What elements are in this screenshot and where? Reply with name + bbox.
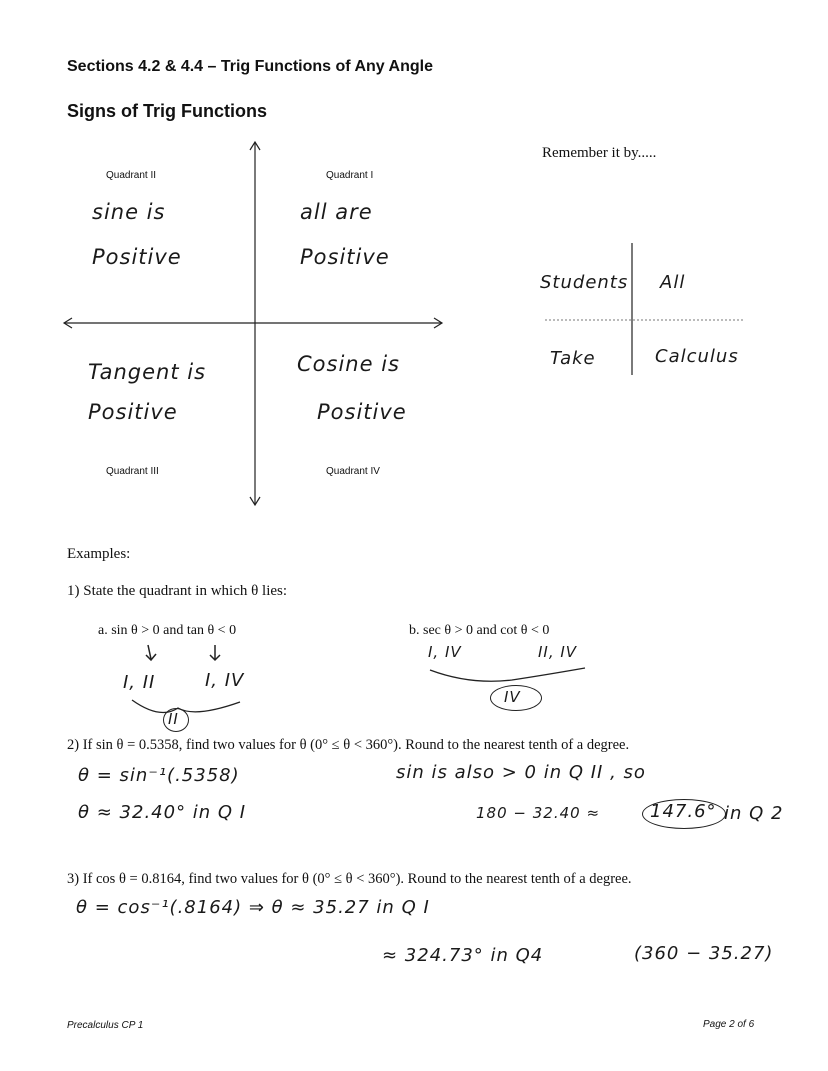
problem-3-prompt: 3) If cos θ = 0.8164, find two values for θ (0° ≤ θ < 360°). Round to the nearest tenth of a degree. (67, 871, 632, 887)
problem-3-work3: (360 − 35.27) (634, 943, 774, 964)
quadrant-ii-line1: sine is (92, 200, 166, 224)
quadrant-i-line1: all are (300, 200, 373, 224)
footer-page-number: Page 2 of 6 (703, 1019, 755, 1030)
problem-1a-left: I, II (123, 672, 156, 693)
problem-1b-right: II, IV (538, 643, 578, 661)
problem-2-work3: sin is also > 0 in Q II , so (396, 762, 646, 783)
problem-2-work2: θ ≈ 32.40° in Q I (78, 802, 247, 823)
quadrant-iv-line2: Positive (317, 400, 407, 424)
mnemonic-take: Take (550, 348, 596, 369)
quadrant-iii-line1: Tangent is (88, 360, 207, 384)
problem-2-answer: 147.6° (650, 801, 717, 822)
quadrant-ii-label: Quadrant II (106, 170, 157, 181)
quadrant-iii-label: Quadrant III (106, 466, 159, 477)
problem-2-prompt: 2) If sin θ = 0.5358, find two values for θ (0° ≤ θ < 360°). Round to the nearest tenth of a degree. (67, 737, 630, 753)
section-heading: Signs of Trig Functions (67, 101, 267, 121)
problem-3-work2: ≈ 324.73° in Q4 (382, 945, 544, 966)
quadrant-iv-line1: Cosine is (297, 352, 400, 376)
mnemonic-calculus: Calculus (655, 346, 739, 367)
examples-heading: Examples: (67, 546, 131, 562)
problem-1a-answer: II (168, 710, 179, 728)
mnemonic-students: Students (540, 272, 629, 293)
problem-1b-left: I, IV (428, 643, 462, 661)
page-title: Sections 4.2 & 4.4 – Trig Functions of Any Angle (67, 58, 433, 75)
problem-3-work1: θ = cos⁻¹(.8164) ⇒ θ ≈ 35.27 in Q I (76, 897, 430, 918)
mnemonic-all: All (660, 272, 686, 293)
quadrant-i-line2: Positive (300, 245, 390, 269)
problem-2-answer-suffix: in Q 2 (724, 803, 784, 824)
problem-1b-answer: IV (504, 688, 521, 706)
quadrant-iii-line2: Positive (88, 400, 178, 424)
problem-1-prompt: 1) State the quadrant in which θ lies: (67, 583, 288, 599)
problem-1a-right: I, IV (205, 670, 245, 691)
problem-1b-text: b. sec θ > 0 and cot θ < 0 (409, 623, 550, 638)
mnemonic-heading: Remember it by..... (542, 145, 657, 161)
problem-2-work4: 180 − 32.40 ≈ (476, 804, 601, 822)
quadrant-iv-label: Quadrant IV (326, 466, 380, 477)
problem-1a-text: a. sin θ > 0 and tan θ < 0 (98, 623, 237, 638)
problem-2-work1: θ = sin⁻¹(.5358) (78, 765, 240, 786)
quadrant-ii-line2: Positive (92, 245, 182, 269)
footer-course: Precalculus CP 1 (67, 1020, 144, 1031)
quadrant-i-label: Quadrant I (326, 170, 374, 181)
